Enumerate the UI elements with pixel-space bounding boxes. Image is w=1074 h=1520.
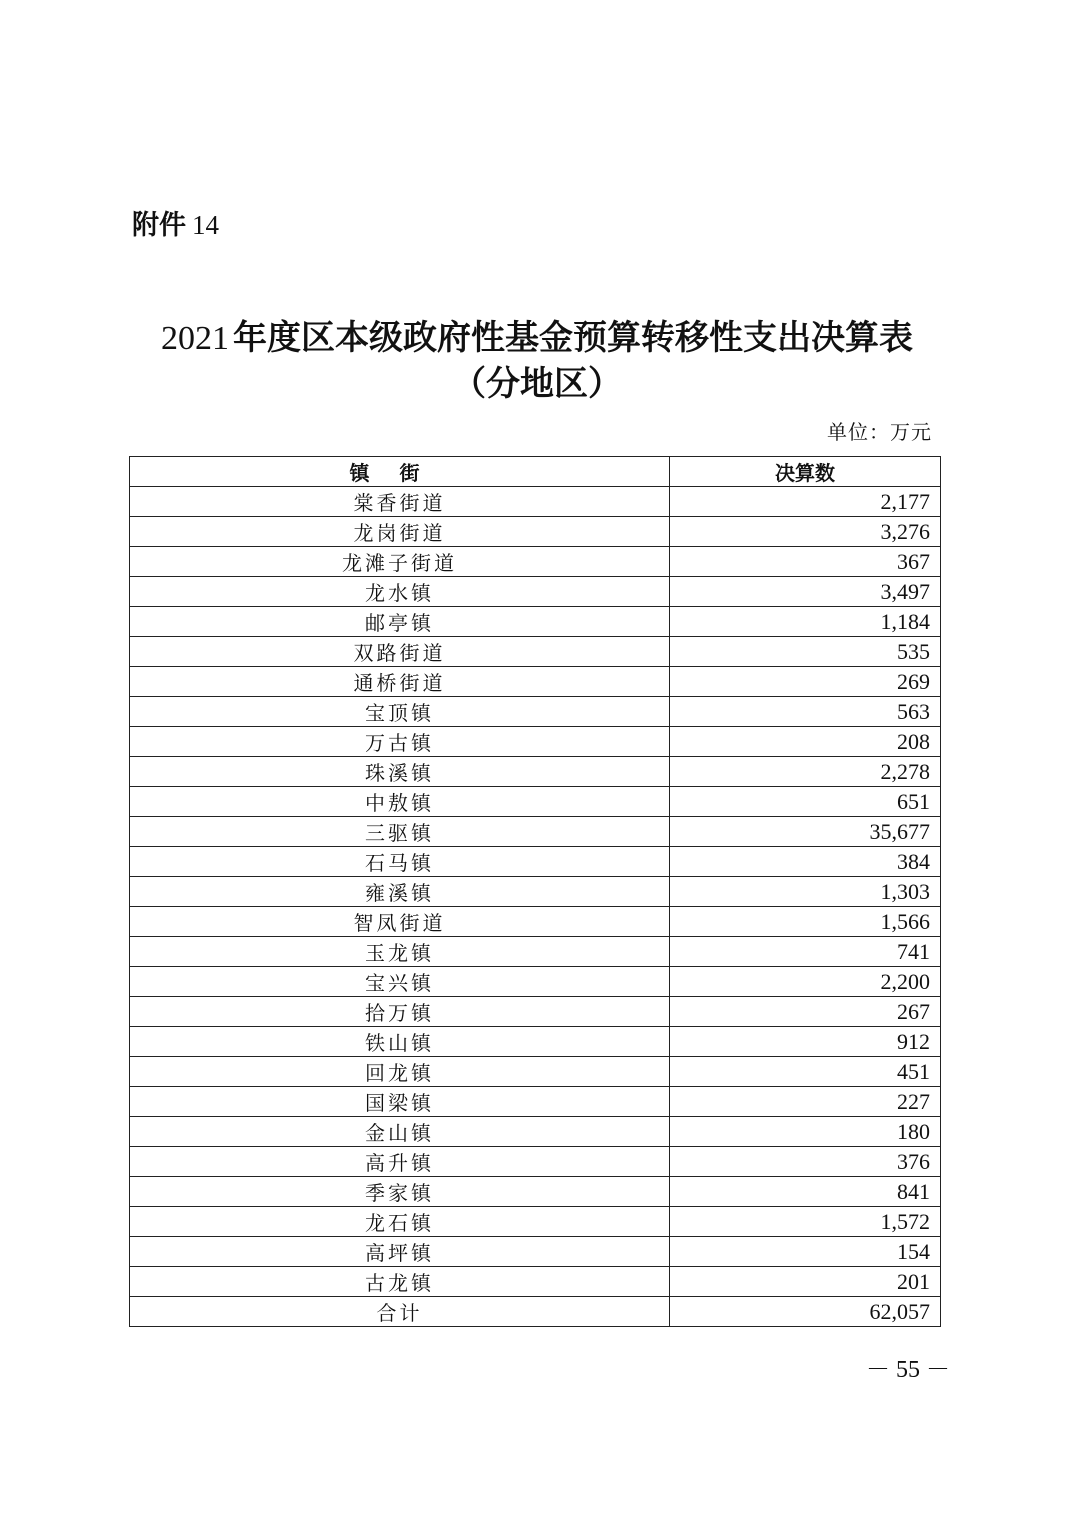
town-name-cell: 龙石镇 bbox=[130, 1207, 670, 1237]
page-number: － 55 － bbox=[866, 1357, 950, 1383]
table-row bbox=[130, 877, 941, 907]
town-name-cell: 棠香街道 bbox=[130, 487, 670, 517]
attachment-text: 附件 bbox=[132, 210, 186, 241]
value-cell: 841 bbox=[670, 1177, 941, 1207]
unit-label: 单位：万元 bbox=[827, 420, 932, 444]
table-row bbox=[130, 1177, 941, 1207]
table-row bbox=[130, 757, 941, 787]
value-cell: 1,184 bbox=[670, 607, 941, 637]
town-name-cell: 石马镇 bbox=[130, 847, 670, 877]
value-cell: 535 bbox=[670, 637, 941, 667]
town-name-cell: 通桥街道 bbox=[130, 667, 670, 697]
value-cell: 384 bbox=[670, 847, 941, 877]
value-cell: 2,278 bbox=[670, 757, 941, 787]
table-row bbox=[130, 487, 941, 517]
town-name-cell: 中敖镇 bbox=[130, 787, 670, 817]
table-row bbox=[130, 817, 941, 847]
budget-table bbox=[129, 456, 941, 1327]
town-name-cell: 古龙镇 bbox=[130, 1267, 670, 1297]
title-year: 2021 bbox=[161, 320, 229, 357]
value-cell: 3,497 bbox=[670, 577, 941, 607]
column-header-town: 镇街 bbox=[130, 457, 670, 487]
table-body bbox=[130, 487, 941, 1327]
table-row bbox=[130, 577, 941, 607]
town-name-cell: 珠溪镇 bbox=[130, 757, 670, 787]
value-cell: 1,303 bbox=[670, 877, 941, 907]
value-cell: 563 bbox=[670, 697, 941, 727]
page-title bbox=[0, 310, 1074, 359]
town-name-cell: 宝顶镇 bbox=[130, 697, 670, 727]
table-row bbox=[130, 1087, 941, 1117]
column-header-value: 决算数 bbox=[670, 457, 941, 487]
value-cell: 1,572 bbox=[670, 1207, 941, 1237]
value-cell: 269 bbox=[670, 667, 941, 697]
town-name-cell: 龙滩子街道 bbox=[130, 547, 670, 577]
value-cell: 3,276 bbox=[670, 517, 941, 547]
town-name-cell: 金山镇 bbox=[130, 1117, 670, 1147]
table-row bbox=[130, 907, 941, 937]
table-row bbox=[130, 1147, 941, 1177]
table-row bbox=[130, 1267, 941, 1297]
value-cell: 2,200 bbox=[670, 967, 941, 997]
total-label-cell: 合计 bbox=[130, 1297, 670, 1327]
table-row bbox=[130, 547, 941, 577]
total-row bbox=[130, 1297, 941, 1327]
table-row bbox=[130, 1057, 941, 1087]
town-name-cell: 铁山镇 bbox=[130, 1027, 670, 1057]
value-cell: 180 bbox=[670, 1117, 941, 1147]
town-name-cell: 雍溪镇 bbox=[130, 877, 670, 907]
town-name-cell: 高升镇 bbox=[130, 1147, 670, 1177]
table-row bbox=[130, 937, 941, 967]
value-cell: 35,677 bbox=[670, 817, 941, 847]
attachment-number: 14 bbox=[192, 210, 219, 240]
table-row bbox=[130, 727, 941, 757]
value-cell: 367 bbox=[670, 547, 941, 577]
table-row bbox=[130, 607, 941, 637]
attachment-label bbox=[132, 203, 219, 242]
table-row bbox=[130, 997, 941, 1027]
town-name-cell: 邮亭镇 bbox=[130, 607, 670, 637]
table-row bbox=[130, 1027, 941, 1057]
table-row bbox=[130, 847, 941, 877]
table-row bbox=[130, 1207, 941, 1237]
title-text: 年度区本级政府性基金预算转移性支出决算表 bbox=[233, 318, 913, 358]
value-cell: 267 bbox=[670, 997, 941, 1027]
table-header-row bbox=[130, 457, 941, 487]
page-subtitle: （分地区） bbox=[452, 364, 622, 404]
value-cell: 912 bbox=[670, 1027, 941, 1057]
town-name-cell: 宝兴镇 bbox=[130, 967, 670, 997]
town-name-cell: 高坪镇 bbox=[130, 1237, 670, 1267]
value-cell: 2,177 bbox=[670, 487, 941, 517]
town-name-cell: 拾万镇 bbox=[130, 997, 670, 1027]
table-row bbox=[130, 967, 941, 997]
value-cell: 451 bbox=[670, 1057, 941, 1087]
table-row bbox=[130, 517, 941, 547]
table-row bbox=[130, 787, 941, 817]
table-row bbox=[130, 1237, 941, 1267]
table-row bbox=[130, 697, 941, 727]
town-name-cell: 龙岗街道 bbox=[130, 517, 670, 547]
town-name-cell: 万古镇 bbox=[130, 727, 670, 757]
value-cell: 227 bbox=[670, 1087, 941, 1117]
value-cell: 154 bbox=[670, 1237, 941, 1267]
total-value-cell: 62,057 bbox=[670, 1297, 941, 1327]
table-row bbox=[130, 637, 941, 667]
town-name-cell: 龙水镇 bbox=[130, 577, 670, 607]
value-cell: 208 bbox=[670, 727, 941, 757]
town-name-cell: 三驱镇 bbox=[130, 817, 670, 847]
town-name-cell: 双路街道 bbox=[130, 637, 670, 667]
town-name-cell: 季家镇 bbox=[130, 1177, 670, 1207]
town-name-cell: 玉龙镇 bbox=[130, 937, 670, 967]
value-cell: 741 bbox=[670, 937, 941, 967]
table-row bbox=[130, 1117, 941, 1147]
town-name-cell: 智凤街道 bbox=[130, 907, 670, 937]
table-row bbox=[130, 667, 941, 697]
town-name-cell: 回龙镇 bbox=[130, 1057, 670, 1087]
value-cell: 376 bbox=[670, 1147, 941, 1177]
value-cell: 201 bbox=[670, 1267, 941, 1297]
value-cell: 1,566 bbox=[670, 907, 941, 937]
value-cell: 651 bbox=[670, 787, 941, 817]
town-name-cell: 国梁镇 bbox=[130, 1087, 670, 1117]
